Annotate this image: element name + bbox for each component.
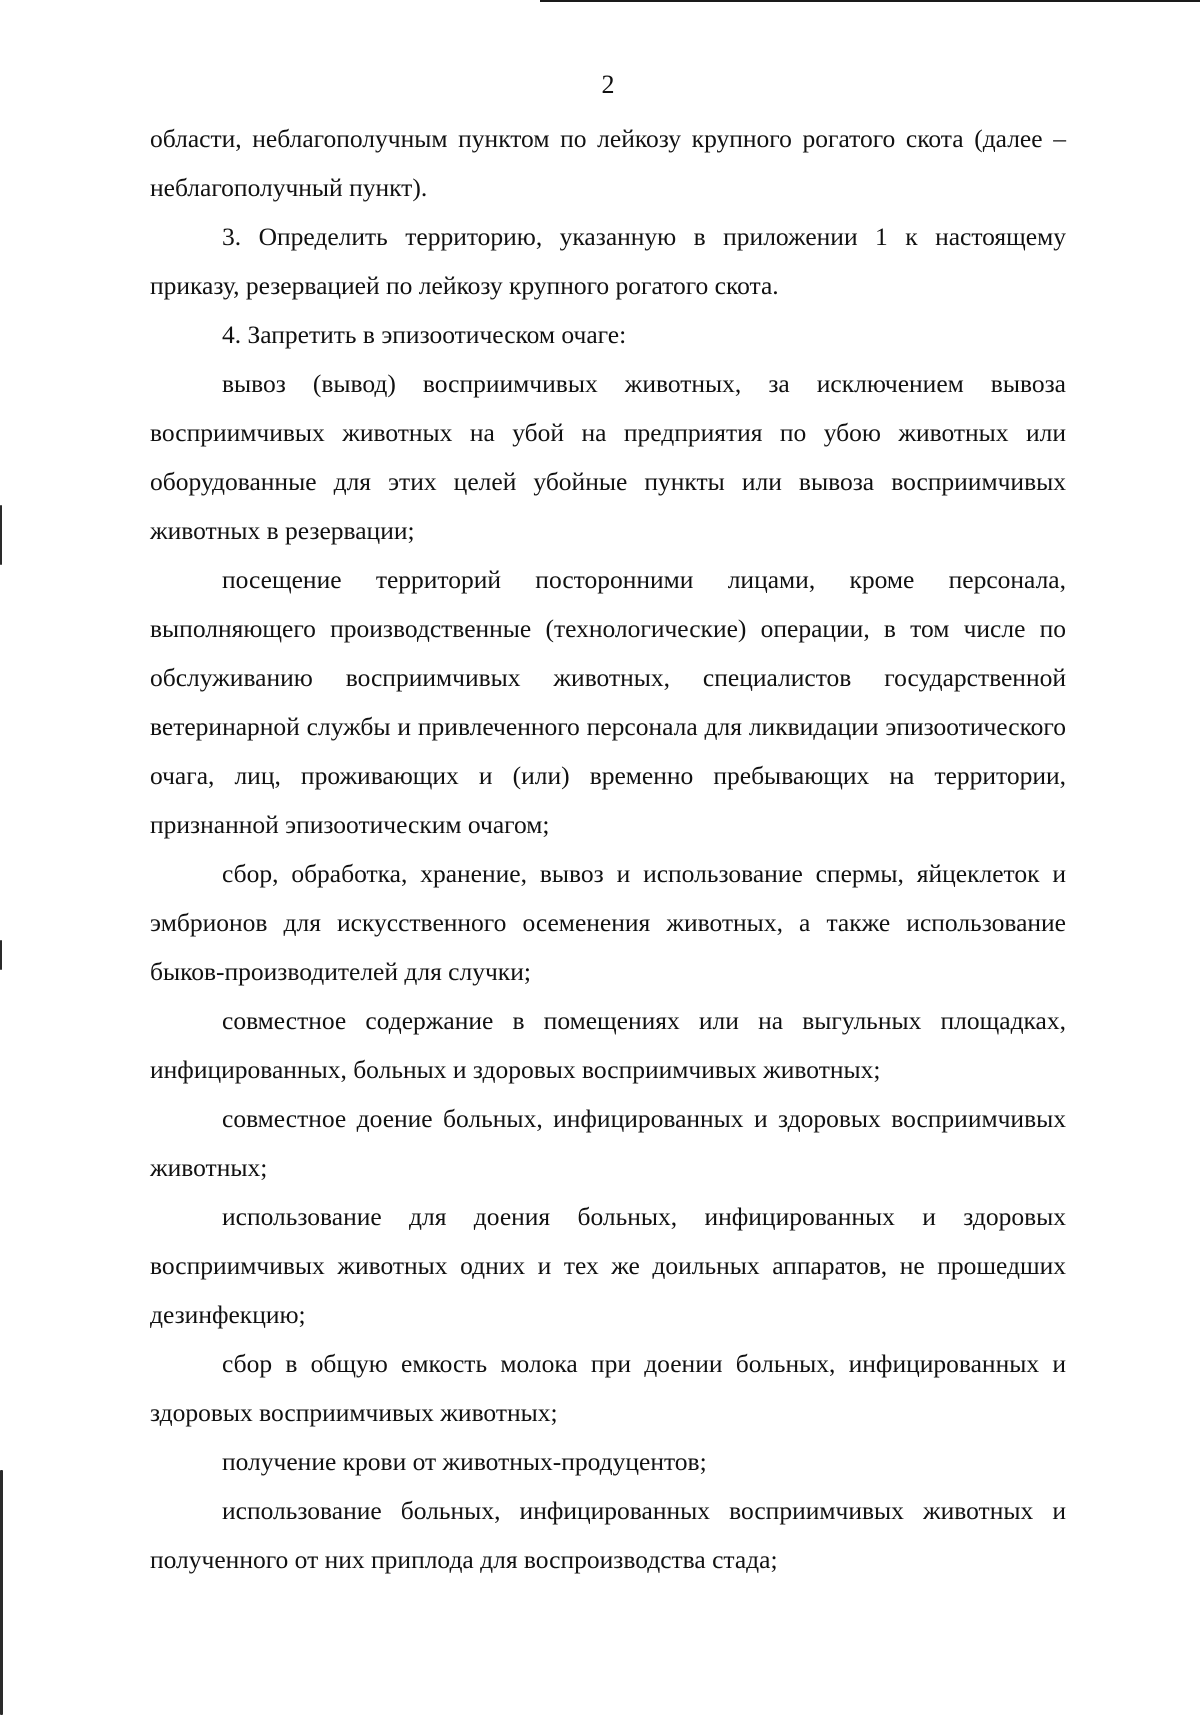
paragraph: сбор, обработка, хранение, вывоз и использование спермы, яйцеклеток и эмбрионов для искусственного осеменения животных, а также использование быков-производителей для случки; [150, 859, 1066, 986]
paragraph: 4. Запретить в эпизоотическом очаге: [222, 320, 627, 349]
scan-edge-top [540, 0, 1200, 2]
document-body [150, 114, 1066, 1584]
scan-artifact-left [0, 940, 2, 970]
paragraph: области, неблагополучным пунктом по лейкозу крупного рогатого скота (далее – неблагополучный пункт). [150, 124, 1066, 202]
paragraph: совместное доение больных, инфицированных и здоровых восприимчивых животных; [150, 1104, 1066, 1182]
paragraph: получение крови от животных-продуцентов; [222, 1447, 707, 1476]
paragraph: использование для доения больных, инфицированных и здоровых восприимчивых животных одних и тех же доильных аппаратов, не прошедших дезинфекцию; [150, 1202, 1066, 1329]
paragraph: 3. Определить территорию, указанную в приложении 1 к настоящему приказу, резервацией по лейкозу крупного рогатого скота. [150, 222, 1066, 300]
scan-edge-left [0, 1470, 3, 1715]
scan-artifact-left [0, 505, 2, 565]
paragraph: использование больных, инфицированных восприимчивых животных и полученного от них приплода для воспроизводства стада; [150, 1496, 1066, 1574]
paragraph: посещение территорий посторонними лицами, кроме персонала, выполняющего производственные (технологические) операции, в том числе по обслуживанию восприимчивых животных, специалистов государственной ветеринарной службы и привлеченного персонала для ликвидации эпизоотического очага, лиц, проживающих и (или) временно пребывающих на территории, признанной эпизоотическим очагом; [150, 565, 1066, 839]
paragraph: вывоз (вывод) восприимчивых животных, за исключением вывоза восприимчивых животных на убой на предприятия по убою животных или оборудованные для этих целей убойные пункты или вывоза восприимчивых животных в резервации; [150, 369, 1066, 545]
paragraph: совместное содержание в помещениях или на выгульных площадках, инфицированных, больных и здоровых восприимчивых животных; [150, 1006, 1066, 1084]
paragraph: сбор в общую емкость молока при доении больных, инфицированных и здоровых восприимчивых животных; [150, 1349, 1066, 1427]
page-number: 2 [601, 70, 615, 99]
